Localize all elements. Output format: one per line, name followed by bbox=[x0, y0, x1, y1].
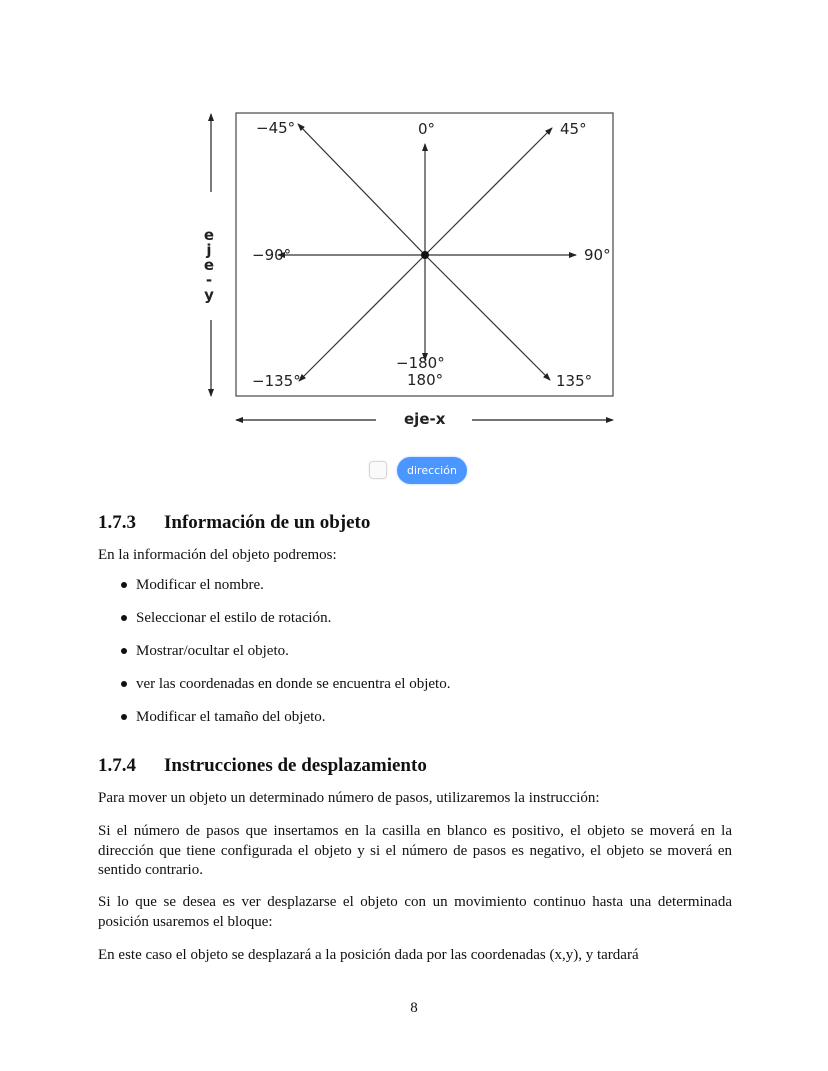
section-174-paragraph-1: Para mover un objeto un determinado número de pasos, utilizaremos la instrucción: bbox=[98, 790, 600, 806]
section-174-paragraph-4: En este caso el objeto se desplazará a la posición dada por las coordenadas (x,y), y tardará bbox=[98, 947, 639, 963]
list-item-text: ver las coordenadas en donde se encuentra el objeto. bbox=[136, 676, 451, 692]
label-180: 180° bbox=[407, 371, 444, 389]
list-item bbox=[118, 675, 450, 708]
label-90: 90° bbox=[584, 246, 611, 264]
origin-dot bbox=[421, 251, 429, 259]
label-0: 0° bbox=[418, 120, 436, 138]
section-173-list bbox=[118, 576, 450, 741]
label-135: 135° bbox=[556, 372, 593, 390]
list-item-text: Modificar el nombre. bbox=[136, 577, 264, 593]
bullet-icon bbox=[121, 582, 127, 588]
direction-checkbox[interactable] bbox=[369, 461, 387, 479]
section-173-intro: En la información del objeto podremos: bbox=[98, 547, 337, 563]
direction-block bbox=[369, 456, 467, 484]
y-axis-letter: e bbox=[203, 226, 215, 244]
list-item-text: Mostrar/ocultar el objeto. bbox=[136, 643, 289, 659]
y-axis-letter: e bbox=[203, 256, 215, 274]
section-174-paragraph-3: Si lo que se desea es ver desplazarse el objeto con un movimiento continuo hasta una determinada posición usaremos el bloque: bbox=[98, 894, 732, 930]
direction-diagram bbox=[196, 104, 628, 436]
bullet-icon bbox=[121, 681, 127, 687]
y-axis-letter: y bbox=[204, 286, 214, 304]
label-45: 45° bbox=[560, 120, 587, 138]
list-item bbox=[118, 609, 450, 642]
label-minus-135: −135° bbox=[252, 372, 301, 390]
page-number: 8 bbox=[410, 1000, 418, 1016]
x-axis-label: eje-x bbox=[404, 410, 446, 428]
list-item-text: Modificar el tamaño del objeto. bbox=[136, 709, 326, 725]
section-174-paragraph-2: Si el número de pasos que insertamos en la casilla en blanco es positivo, el objeto se moverá en la dirección que tiene configurada el objeto y si el número de pasos es negativo, el objeto se moverá en sentido contrario. bbox=[98, 823, 732, 878]
label-minus-45: −45° bbox=[256, 119, 296, 137]
direction-pill-button[interactable]: dirección bbox=[397, 457, 467, 484]
bullet-icon bbox=[121, 648, 127, 654]
bullet-icon bbox=[121, 615, 127, 621]
section-174-number: 1.7.4 bbox=[98, 755, 136, 776]
list-item-text: Seleccionar el estilo de rotación. bbox=[136, 610, 332, 626]
section-174-title: Instrucciones de desplazamiento bbox=[164, 755, 427, 776]
section-173-heading bbox=[98, 512, 370, 534]
list-item bbox=[118, 576, 450, 609]
y-axis-letter: - bbox=[205, 271, 213, 289]
ray-minus-45 bbox=[298, 124, 425, 255]
list-item bbox=[118, 642, 450, 675]
label-minus-180: −180° bbox=[396, 354, 445, 372]
y-axis-letter: j bbox=[206, 241, 212, 259]
list-item bbox=[118, 708, 450, 741]
bullet-icon bbox=[121, 714, 127, 720]
section-173-number: 1.7.3 bbox=[98, 512, 136, 533]
y-axis-label bbox=[202, 228, 216, 303]
section-173-title: Información de un objeto bbox=[164, 512, 371, 533]
label-minus-90: −90° bbox=[252, 246, 292, 264]
ray-45 bbox=[425, 128, 552, 255]
section-174-heading bbox=[98, 755, 427, 777]
